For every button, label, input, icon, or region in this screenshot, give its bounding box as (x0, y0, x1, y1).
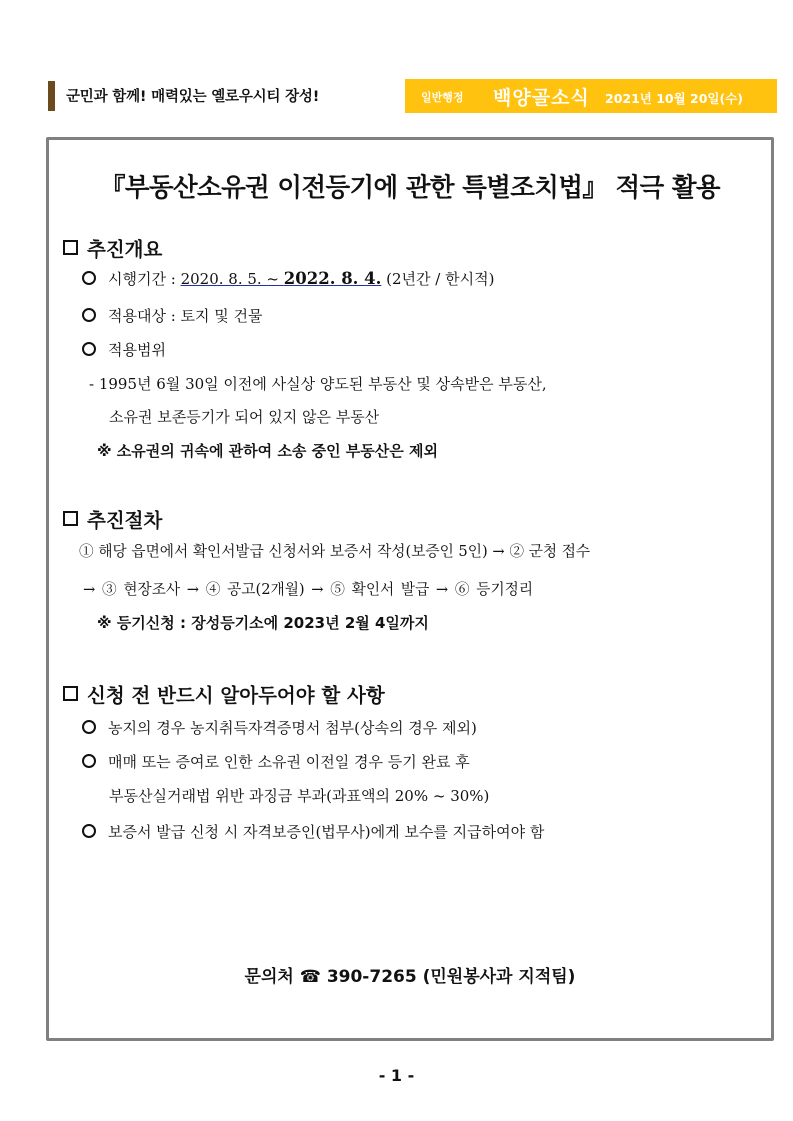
circle-bullet-icon (82, 824, 96, 838)
list-item-period: 시행기간 : 2020. 8. 5. ~ 2022. 8. 4. (2년간 / 한시적) (82, 268, 494, 289)
checkbox-bullet-icon (63, 511, 78, 526)
registration-deadline-note: ※ 등기신청 : 장성등기소에 2023년 2월 4일까지 (97, 614, 429, 632)
circle-bullet-icon (82, 720, 96, 734)
section-heading-precautions: 신청 전 반드시 알아두어야 할 사항 (63, 680, 385, 708)
procedure-steps-line-1: ① 해당 읍면에서 확인서발급 신청서와 보증서 작성(보증인 5인) → ② 군청 접수 (79, 543, 591, 560)
scope-detail-line-1: - 1995년 6월 30일 이전에 사실상 양도된 부동산 및 상속받은 부동산, (89, 375, 547, 393)
contact-info: 문의처 ☎ 390-7265 (민원봉사과 지적팀) (244, 967, 576, 987)
scope-detail-line-2: 소유권 보존등기가 되어 있지 않은 부동산 (109, 408, 380, 426)
page-number: - 1 - (378, 1066, 415, 1085)
banner-date: 2021년 10월 20일(수) (605, 91, 744, 106)
procedure-steps-line-2: → ③ 현장조사 → ④ 공고(2개월) → ⑤ 확인서 발급 → ⑥ 등기정리 (83, 581, 534, 598)
list-item-sale-gift: 매매 또는 증여로 인한 소유권 이전일 경우 등기 완료 후 (82, 751, 470, 772)
checkbox-bullet-icon (63, 686, 78, 701)
circle-bullet-icon (82, 271, 96, 285)
list-item-scope: 적용범위 (82, 339, 166, 360)
list-item-farmland: 농지의 경우 농지취득자격증명서 첨부(상속의 경우 제외) (82, 717, 477, 738)
header-slogan: 군민과 함께! 매력있는 옐로우시티 장성! (66, 89, 320, 105)
list-item-guarantor-fee: 보증서 발급 신청 시 자격보증인(법무사)에게 보수를 지급하여야 함 (82, 821, 544, 842)
newsletter-banner (405, 79, 777, 113)
circle-bullet-icon (82, 754, 96, 768)
period-end: 2022. 8. 4. (283, 269, 382, 288)
circle-bullet-icon (82, 308, 96, 322)
document-title: 『부동산소유권 이전등기에 관한 특별조치법』 적극 활용 (100, 173, 720, 203)
content-box (46, 137, 774, 1041)
scope-exclusion-note: ※ 소유권의 귀속에 관하여 소송 중인 부동산은 제외 (97, 442, 438, 460)
banner-category: 일반행정 (421, 91, 464, 104)
section-heading-overview: 추진개요 (63, 234, 162, 262)
banner-newsletter-name: 백양골소식 (493, 87, 590, 109)
list-item-sale-gift-continued: 부동산실거래법 위반 과징금 부과(과표액의 20% ~ 30%) (109, 787, 490, 805)
header-accent-bar (48, 81, 55, 111)
list-item-target: 적용대상 : 토지 및 건물 (82, 305, 263, 326)
section-heading-procedure: 추진절차 (63, 505, 162, 533)
checkbox-bullet-icon (63, 240, 78, 255)
page-header (48, 79, 777, 113)
period-start: 2020. 8. 5. ~ (180, 270, 284, 288)
circle-bullet-icon (82, 342, 96, 356)
